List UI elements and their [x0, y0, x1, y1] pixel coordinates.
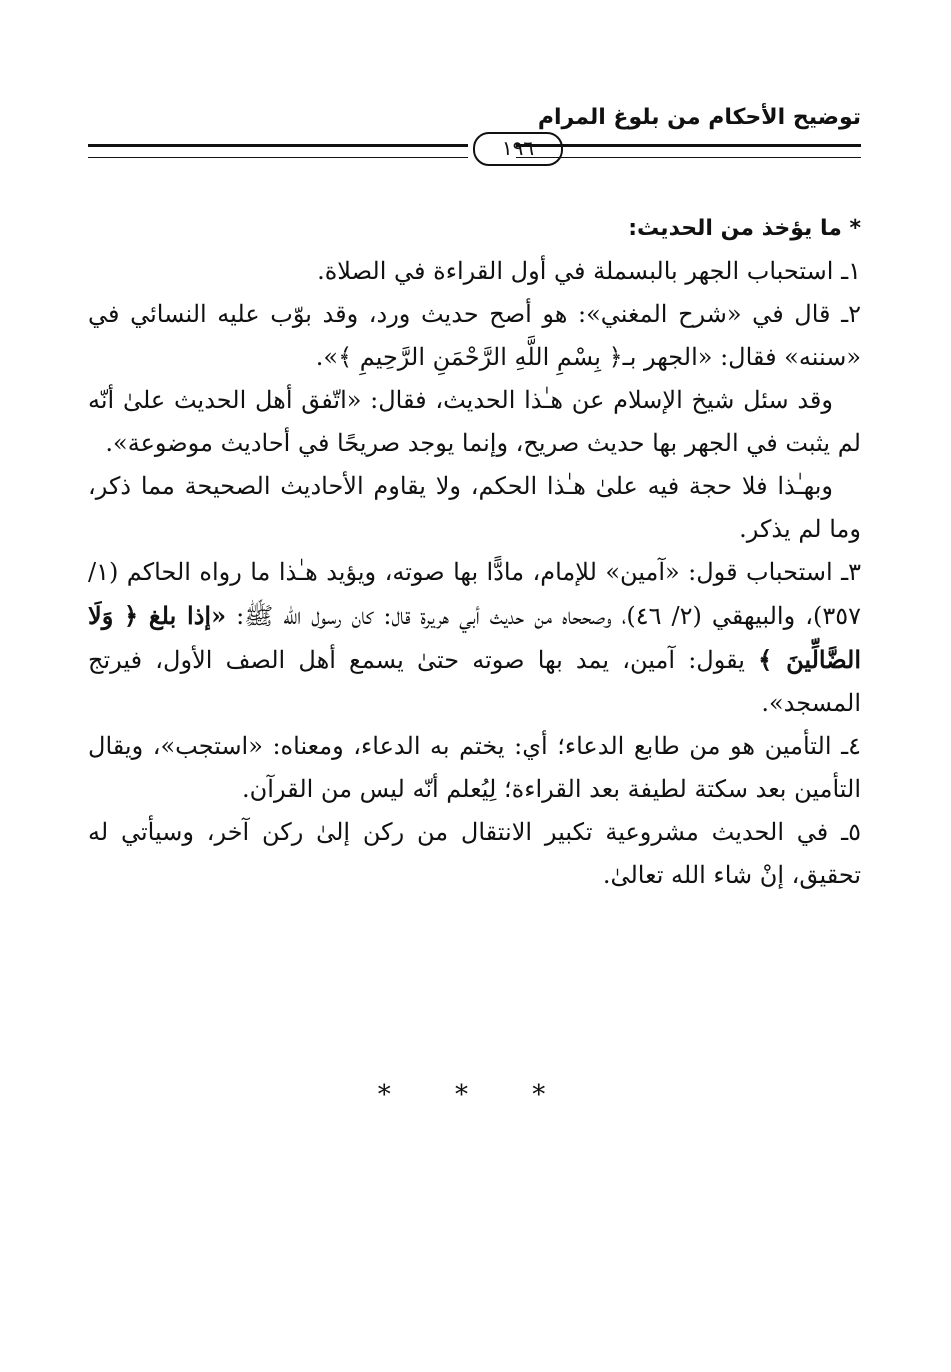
item-text: في الحديث مشروعية تكبير الانتقال من ركن إلىٰ ركن آخر، وسيأتي له تحقيق، إنْ شاء الله تعالىٰ. [88, 818, 861, 889]
item-text: استحباب الجهر بالبسملة في أول القراءة في الصلاة. [317, 257, 834, 285]
page-body [88, 207, 861, 897]
section-end-ornament: * * * [377, 1080, 574, 1110]
item-text: استحباب قول: «آمين» للإمام، مادًّا بها صوته، ويؤيد هـٰذا ما رواه الحاكم (١/ ٣٥٧)، والبيهقي (٢/ ٤٦)، وصححاه من حديث أبي هريرة قال: كان رسول الله ﷺ: [88, 558, 862, 630]
section-heading: * ما يؤخذ من الحديث: [628, 216, 861, 241]
list-item-3 [88, 551, 861, 725]
item-number: ٣ـ [841, 558, 861, 586]
list-item-5 [88, 811, 861, 897]
page-number: ١٩٦ [473, 132, 563, 166]
item-number: ٥ـ [841, 818, 861, 846]
paragraph-conclusion: وبهـٰذا فلا حجة فيه علىٰ هـٰذا الحكم، ولا يقاوم الأحاديث الصحيحة مما ذكر، وما لم يذكر. [88, 472, 861, 543]
list-item-4 [88, 725, 861, 811]
item-text: قال في «شرح المغني»: هو أصح حديث ورد، وقد بوّب عليه النسائي في «سننه» فقال: «الجهر بـ﴿ بِسْمِ اللَّهِ الرَّحْمَنِ الرَّحِيمِ ﴾». [88, 300, 861, 371]
item-number: ١ـ [841, 257, 861, 285]
book-title: توضيح الأحكام من بلوغ المرام [537, 105, 861, 130]
header-rule [88, 136, 861, 164]
item-text-cont: يقول: آمين، يمد بها صوته حتىٰ يسمع أهل الصف الأول، فيرتج المسجد». [88, 646, 861, 717]
header-rule-left [88, 144, 468, 158]
item-number: ٤ـ [841, 732, 861, 760]
list-item-2 [88, 293, 861, 379]
item-text: التأمين هو من طابع الدعاء؛ أي: يختم به الدعاء، ومعناه: «استجب»، ويقال التأمين بعد سكتة لطيفة بعد القراءة؛ لِيُعلم أنّه ليس من القرآن. [88, 732, 861, 803]
header-rule-right [516, 144, 861, 158]
item-number: ٢ـ [841, 300, 861, 328]
list-item-1 [88, 250, 861, 293]
paragraph-sheikh-quote: وقد سئل شيخ الإسلام عن هـٰذا الحديث، فقال: «اتّفق أهل الحديث علىٰ أنّه لم يثبت في الجهر بها حديث صريح، وإنما يوجد صريحًا في أحاديث موضوعة». [88, 386, 861, 457]
hadith-quote: «إذا بلغ ﴿ وَلَا الضَّالِّينَ ﴾ [88, 601, 861, 674]
